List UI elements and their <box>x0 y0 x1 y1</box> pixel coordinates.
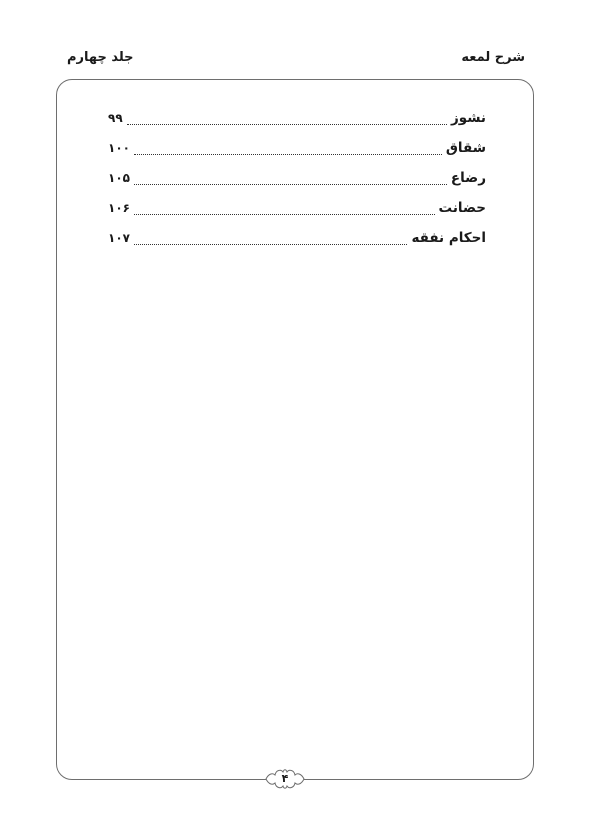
toc-entry-page: ۱۰۷ <box>108 231 130 245</box>
toc-dot-leader <box>134 214 435 215</box>
toc-entry-title: حضانت <box>438 200 486 216</box>
toc-entry[interactable] <box>108 230 486 250</box>
toc-entry-page: ۱۰۰ <box>108 141 130 155</box>
toc-entry[interactable] <box>108 140 486 160</box>
page-number-badge <box>262 764 308 794</box>
running-head-book-title: شرح لمعه <box>461 50 525 65</box>
toc-dot-leader <box>127 124 447 125</box>
toc-entry-page: ۱۰۶ <box>108 201 130 215</box>
page-number: ۴ <box>281 772 289 785</box>
toc-entry-title: رضاع <box>450 170 486 186</box>
toc-entry-title: شقاق <box>445 140 486 156</box>
toc-entry-title: احکام نفقه <box>411 230 486 246</box>
running-head-volume: جلد چهارم <box>67 50 134 65</box>
toc-entry[interactable] <box>108 170 486 190</box>
toc-dot-leader <box>134 244 407 245</box>
toc-entry[interactable] <box>108 110 486 130</box>
toc-entry-page: ۹۹ <box>108 111 123 125</box>
toc-entry[interactable] <box>108 200 486 220</box>
toc-entry-title: نشوز <box>450 110 486 126</box>
toc-dot-leader <box>134 184 447 185</box>
toc-entry-page: ۱۰۵ <box>108 171 130 185</box>
toc-dot-leader <box>134 154 442 155</box>
